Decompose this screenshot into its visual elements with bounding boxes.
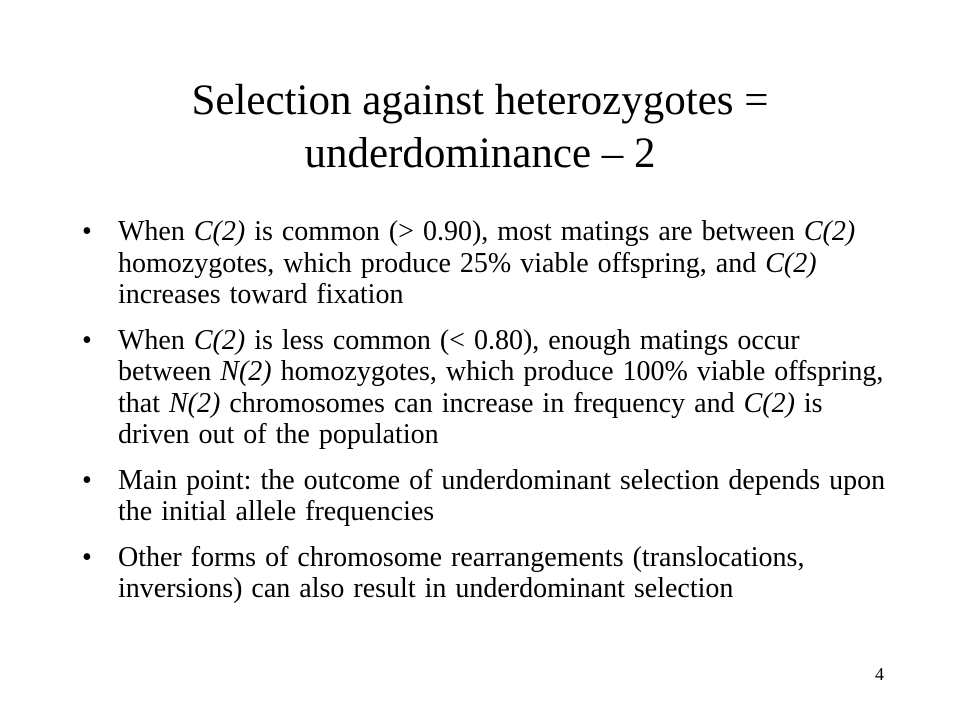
text-segment: When (118, 216, 194, 247)
italic-term: C(2) (743, 387, 795, 419)
slide-title-line-1: Selection against heterozygotes = (191, 77, 769, 124)
text-segment: chromosomes can increase in frequency and (220, 387, 744, 419)
bullet-marker: • (82, 216, 92, 247)
italic-term: N(2) (220, 356, 272, 387)
bullet-item (82, 216, 898, 311)
bullet-text (118, 465, 898, 528)
bullet-item (82, 464, 898, 528)
bullet-list (82, 216, 898, 619)
italic-term: C(2) (765, 247, 817, 279)
italic-term: C(2) (803, 216, 856, 247)
italic-term: C(2) (193, 324, 246, 356)
italic-term: C(2) (193, 216, 246, 247)
text-segment: increases toward fixation (118, 279, 404, 310)
text-segment: Main point: the outcome of underdominant selection depends upon the initial allele frequencies (118, 464, 886, 527)
text-segment: homozygotes, which produce 100% viable offspring, that (118, 356, 884, 419)
bullet-item (82, 541, 898, 605)
text-segment: is less common (< 0.80), enough matings occur between (118, 324, 800, 387)
text-segment: Other forms of chromosome rearrangements (translocations, inversions) can also result in underdominant selection (118, 541, 805, 604)
text-segment: is common (> 0.90), most matings are between (245, 216, 804, 247)
bullet-marker: • (82, 464, 92, 496)
slide-title (120, 74, 840, 180)
text-segment: When (118, 324, 194, 356)
italic-term: N(2) (169, 387, 221, 419)
bullet-text (118, 325, 898, 451)
bullet-marker: • (82, 324, 92, 356)
bullet-text (118, 216, 898, 311)
text-segment: homozygotes, which produce 25% viable offspring, and (118, 247, 766, 279)
bullet-marker: • (82, 541, 92, 573)
slide-number: 4 (875, 664, 884, 684)
bullet-text (118, 542, 898, 605)
text-segment: is driven out of the population (118, 387, 823, 450)
bullet-item (82, 324, 898, 451)
slide-title-line-2: underdominance – 2 (304, 130, 656, 177)
